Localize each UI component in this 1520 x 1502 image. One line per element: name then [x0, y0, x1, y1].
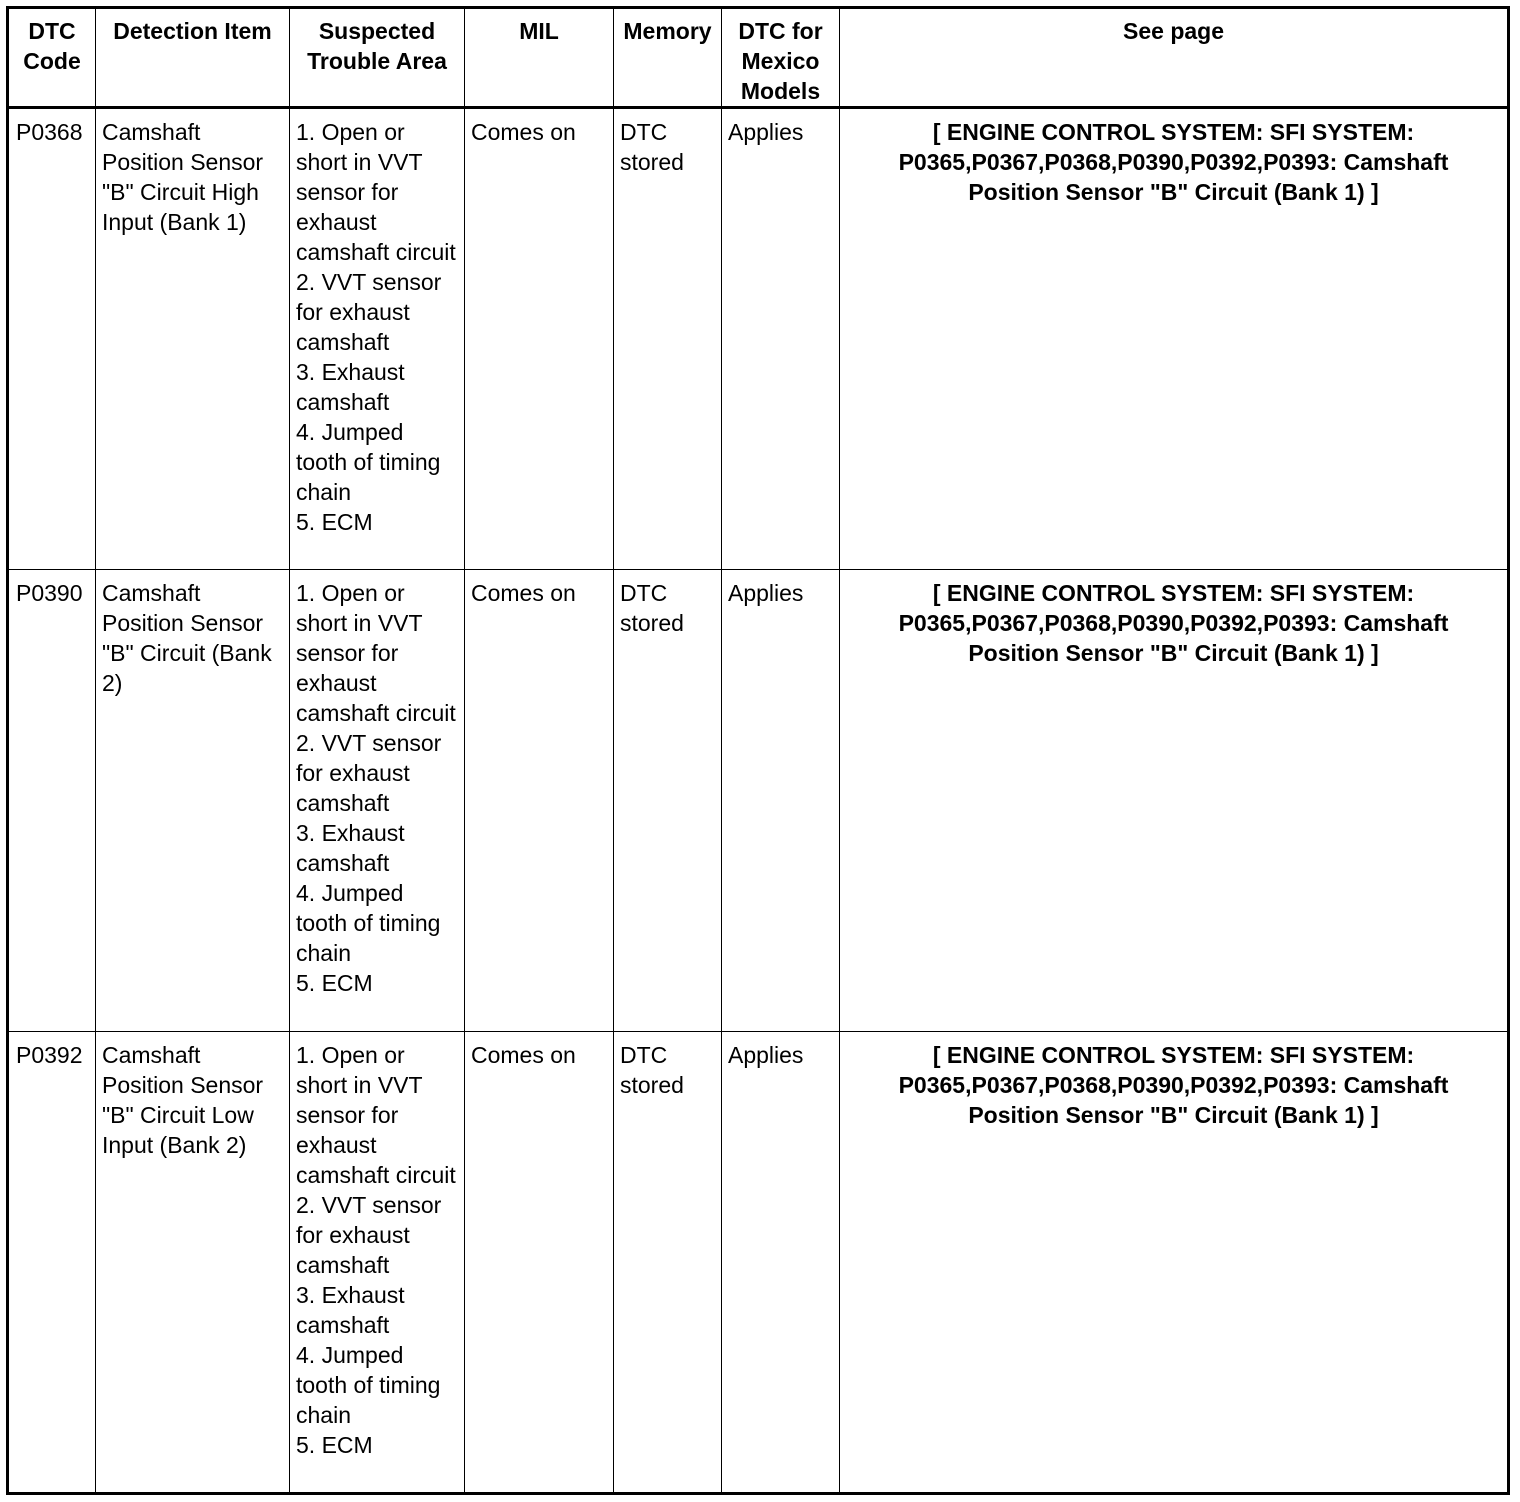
header-row: [8, 8, 1509, 108]
trouble-area-line: 1. Open or short in VVT sensor for exhaust camshaft circuit: [296, 1042, 456, 1188]
trouble-area-line: 2. VVT sensor for exhaust camshaft: [296, 730, 442, 816]
trouble-area-line: 1. Open or short in VVT sensor for exhaust camshaft circuit: [296, 119, 456, 265]
trouble-area-line: 3. Exhaust camshaft: [296, 1282, 405, 1338]
see-page-link[interactable]: [ ENGINE CONTROL SYSTEM: SFI SYSTEM: P0365,P0367,P0368,P0390,P0392,P0393: Camshaft Position Sensor "B" Circuit (Bank 1) ]: [840, 108, 1509, 570]
dtc-code-cell: P0368: [8, 108, 96, 570]
memory-cell: DTC stored: [614, 570, 722, 1032]
trouble-area-line: 5. ECM: [296, 509, 373, 535]
dtc-code-cell: P0392: [8, 1032, 96, 1494]
header-dtc-for-mexico-models: DTC for Mexico Models: [722, 8, 840, 108]
dtc-code-cell: P0390: [8, 570, 96, 1032]
trouble-area-line: 5. ECM: [296, 970, 373, 996]
table-row: [8, 1032, 1509, 1494]
mexico-models-cell: Applies: [722, 108, 840, 570]
dtc-table: [6, 6, 1510, 1495]
table-row: [8, 570, 1509, 1032]
trouble-area-line: 1. Open or short in VVT sensor for exhaust camshaft circuit: [296, 580, 456, 726]
detection-item-cell: Camshaft Position Sensor "B" Circuit High Input (Bank 1): [96, 108, 290, 570]
trouble-area-line: 2. VVT sensor for exhaust camshaft: [296, 269, 442, 355]
header-suspected-trouble-area: Suspected Trouble Area: [290, 8, 465, 108]
header-see-page: See page: [840, 8, 1509, 108]
memory-cell: DTC stored: [614, 108, 722, 570]
table-row: [8, 108, 1509, 570]
trouble-area-line: 4. Jumped tooth of timing chain: [296, 419, 441, 505]
trouble-area-line: 4. Jumped tooth of timing chain: [296, 880, 441, 966]
trouble-area-line: 3. Exhaust camshaft: [296, 359, 405, 415]
trouble-area-line: 4. Jumped tooth of timing chain: [296, 1342, 441, 1428]
detection-item-cell: Camshaft Position Sensor "B" Circuit (Bank 2): [96, 570, 290, 1032]
trouble-area-line: 3. Exhaust camshaft: [296, 820, 405, 876]
suspected-trouble-area-cell: [290, 1032, 465, 1494]
mil-cell: Comes on: [465, 1032, 614, 1494]
see-page-link[interactable]: [ ENGINE CONTROL SYSTEM: SFI SYSTEM: P0365,P0367,P0368,P0390,P0392,P0393: Camshaft Position Sensor "B" Circuit (Bank 1) ]: [840, 570, 1509, 1032]
memory-cell: DTC stored: [614, 1032, 722, 1494]
trouble-area-line: 5. ECM: [296, 1432, 373, 1458]
table-body: [8, 108, 1509, 1494]
mexico-models-cell: Applies: [722, 1032, 840, 1494]
header-detection-item: Detection Item: [96, 8, 290, 108]
trouble-area-line: 2. VVT sensor for exhaust camshaft: [296, 1192, 442, 1278]
suspected-trouble-area-cell: [290, 570, 465, 1032]
detection-item-cell: Camshaft Position Sensor "B" Circuit Low Input (Bank 2): [96, 1032, 290, 1494]
suspected-trouble-area-cell: [290, 108, 465, 570]
see-page-link[interactable]: [ ENGINE CONTROL SYSTEM: SFI SYSTEM: P0365,P0367,P0368,P0390,P0392,P0393: Camshaft Position Sensor "B" Circuit (Bank 1) ]: [840, 1032, 1509, 1494]
mil-cell: Comes on: [465, 570, 614, 1032]
table-header: [8, 8, 1509, 108]
mexico-models-cell: Applies: [722, 570, 840, 1032]
header-mil: MIL: [465, 8, 614, 108]
mil-cell: Comes on: [465, 108, 614, 570]
header-dtc-code: DTC Code: [8, 8, 96, 108]
header-memory: Memory: [614, 8, 722, 108]
